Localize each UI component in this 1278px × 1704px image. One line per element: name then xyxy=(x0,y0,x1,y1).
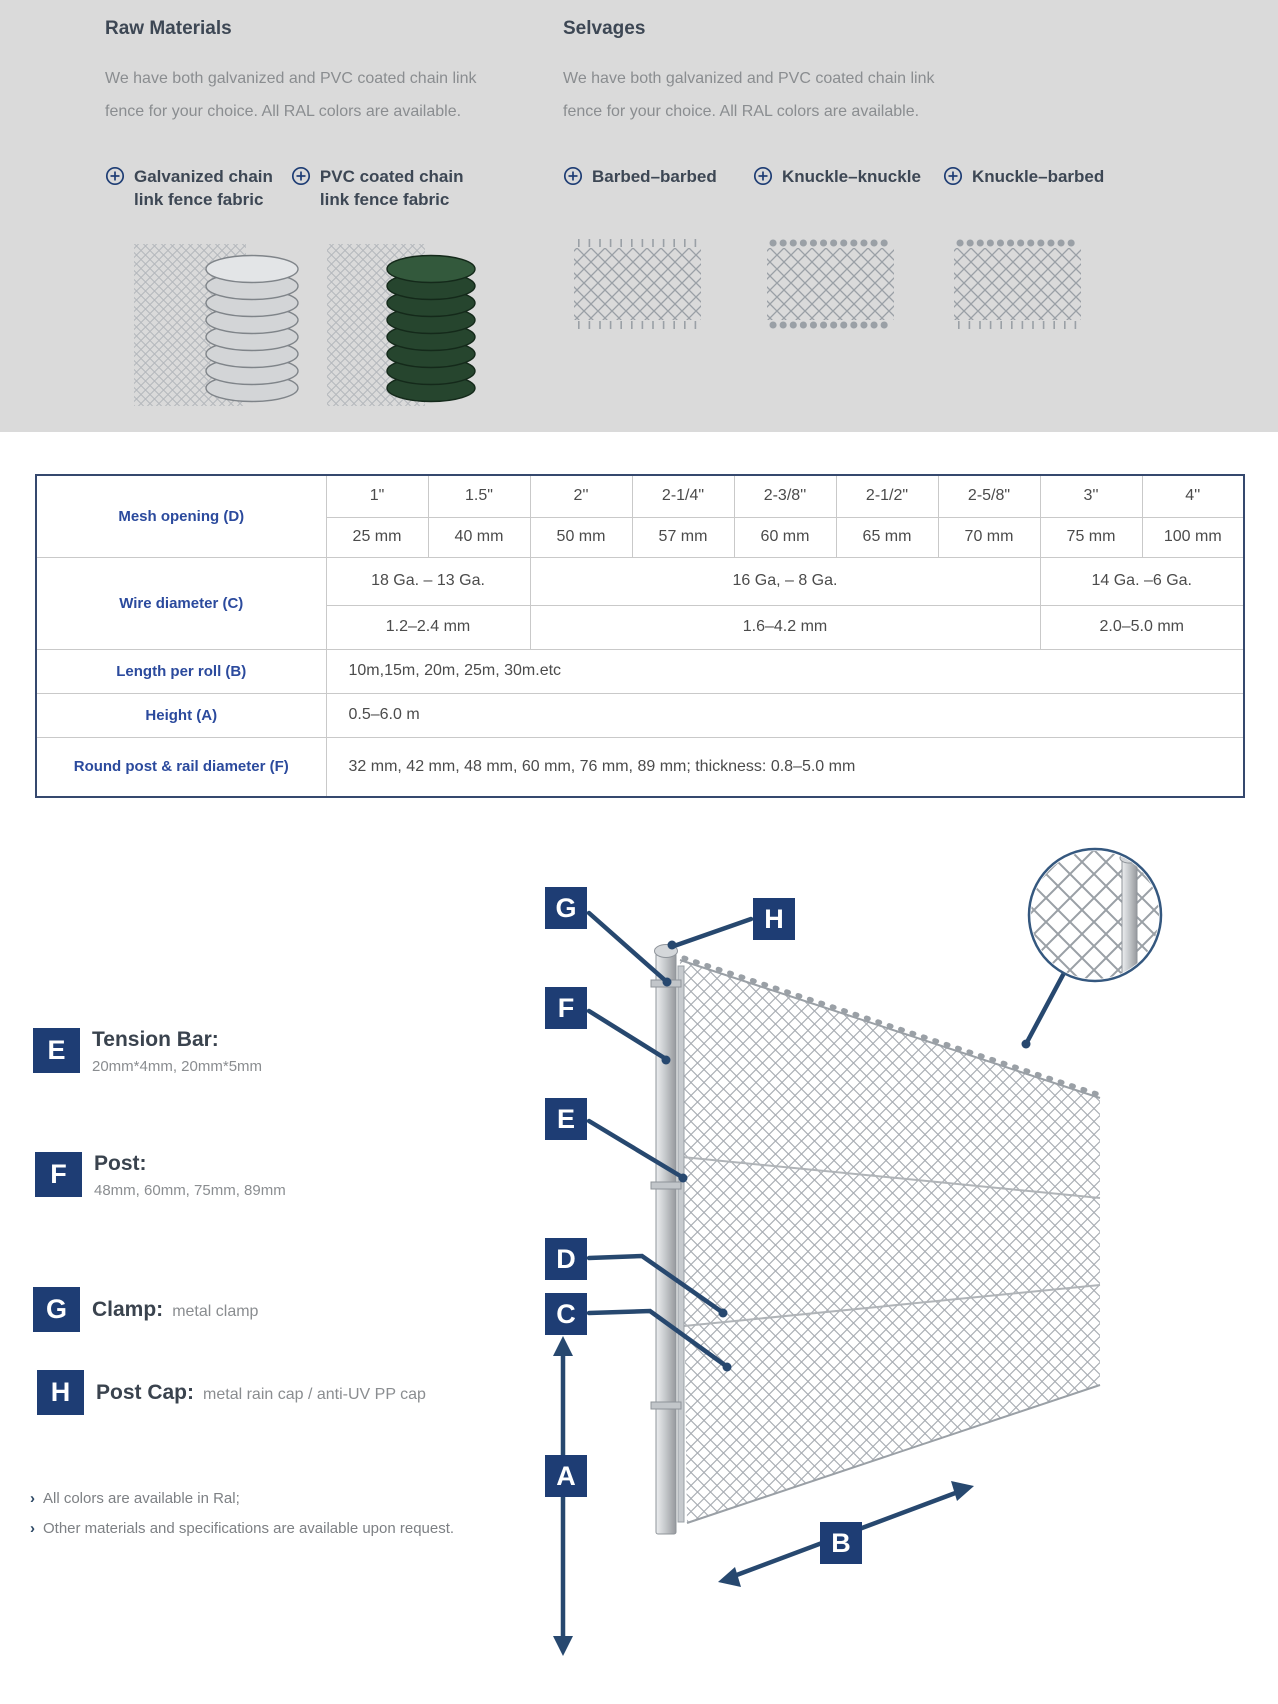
raw-materials-title: Raw Materials xyxy=(105,18,232,39)
row-label-height: Height (A) xyxy=(36,693,326,737)
svg-text:C: C xyxy=(556,1299,576,1329)
row-label-mesh-opening: Mesh opening (D) xyxy=(36,475,326,557)
table-row-round-post xyxy=(36,737,1244,797)
legend-post-cap xyxy=(37,1370,426,1415)
diagram-label-a xyxy=(545,1455,587,1497)
legend-detail: metal rain cap / anti-UV PP cap xyxy=(203,1386,426,1403)
detail-circle xyxy=(1022,849,1162,1049)
galvanized-roll xyxy=(206,256,298,402)
item-pvc-fabric xyxy=(291,165,464,211)
table-cell: 50 mm xyxy=(530,517,632,557)
table-cell: 2-1/4" xyxy=(632,475,734,517)
item-knuckle-barbed xyxy=(943,165,1133,188)
diagram-label-d xyxy=(545,1238,587,1280)
chevron-bullet-icon: › xyxy=(30,1520,35,1537)
diagram-label-b xyxy=(820,1522,862,1564)
knuckle-knuckle-image xyxy=(763,234,898,334)
item-label-line1: Galvanized chain xyxy=(134,167,273,186)
table-cell: 70 mm xyxy=(938,517,1040,557)
item-label-line2: link fence fabric xyxy=(134,190,264,209)
galvanized-fabric-image xyxy=(132,228,302,414)
table-cell: 10m,15m, 20m, 25m, 30m.etc xyxy=(326,649,1244,693)
note-text: All colors are available in Ral; xyxy=(43,1490,240,1507)
clamp-band xyxy=(651,1402,681,1409)
plus-circle-icon xyxy=(943,166,963,186)
note-text: Other materials and specifications are available upon request. xyxy=(43,1520,455,1537)
svg-text:H: H xyxy=(764,904,784,934)
table-cell: 2'' xyxy=(530,475,632,517)
legend-title: Post: xyxy=(94,1152,147,1175)
table-cell: 2-1/2" xyxy=(836,475,938,517)
table-cell: 2-5/8" xyxy=(938,475,1040,517)
selvages-items xyxy=(563,165,1133,188)
raw-desc-line2: fence for your choice. All RAL colors are available. xyxy=(105,103,462,120)
legend-letter-box-f: F xyxy=(35,1152,82,1197)
fence-post xyxy=(651,945,681,1535)
row-label-wire-diameter: Wire diameter (C) xyxy=(36,557,326,649)
table-cell: 3'' xyxy=(1040,475,1142,517)
table-row-mesh-inches xyxy=(36,475,1244,517)
legend-title: Tension Bar: xyxy=(92,1028,219,1051)
table-row-wire-gauge xyxy=(36,557,1244,605)
chevron-bullet-icon: › xyxy=(30,1490,35,1507)
legend-clamp xyxy=(33,1287,258,1332)
selvages-title: Selvages xyxy=(563,18,646,39)
item-barbed-barbed xyxy=(563,165,753,188)
note-line-1 xyxy=(30,1484,454,1514)
item-label xyxy=(134,165,273,211)
table-cell: 100 mm xyxy=(1142,517,1244,557)
legend-tension-bar xyxy=(33,1028,262,1075)
table-cell: 75 mm xyxy=(1040,517,1142,557)
plus-circle-icon xyxy=(753,166,773,186)
plus-circle-icon xyxy=(563,166,583,186)
knuckle-barbed-image xyxy=(950,234,1085,334)
raw-materials-description xyxy=(105,62,477,128)
row-label-length-per-roll: Length per roll (B) xyxy=(36,649,326,693)
legend-detail: 48mm, 60mm, 75mm, 89mm xyxy=(94,1182,286,1199)
legend-post xyxy=(35,1152,286,1199)
item-galvanized-fabric xyxy=(105,165,273,211)
item-knuckle-knuckle xyxy=(753,165,943,188)
table-cell: 1.2–2.4 mm xyxy=(326,605,530,649)
table-cell: 16 Ga, – 8 Ga. xyxy=(530,557,1040,605)
legend-letter-box-e: E xyxy=(33,1028,80,1073)
fence-diagram xyxy=(470,790,1210,1670)
legend-text xyxy=(96,1381,426,1404)
legend-detail: 20mm*4mm, 20mm*5mm xyxy=(92,1058,263,1075)
legend-text xyxy=(94,1152,286,1199)
table-cell: 1.6–4.2 mm xyxy=(530,605,1040,649)
diagram-label-c xyxy=(545,1293,587,1335)
table-cell: 18 Ga. – 13 Ga. xyxy=(326,557,530,605)
footer-notes xyxy=(30,1484,454,1544)
sel-desc-line1: We have both galvanized and PVC coated chain link xyxy=(563,70,935,87)
raw-materials-items xyxy=(105,165,464,211)
banner-section xyxy=(0,0,1278,432)
pvc-fabric-image xyxy=(327,228,479,414)
table-cell: 2-3/8'' xyxy=(734,475,836,517)
table-cell: 25 mm xyxy=(326,517,428,557)
item-label: Barbed–barbed xyxy=(592,167,717,186)
diagram-label-h xyxy=(753,898,795,940)
tension-bar xyxy=(678,966,684,1522)
note-line-2 xyxy=(30,1514,454,1544)
table-cell: 65 mm xyxy=(836,517,938,557)
table-cell: 2.0–5.0 mm xyxy=(1040,605,1244,649)
clamp-band xyxy=(651,1182,681,1189)
legend-text xyxy=(92,1028,262,1075)
diagram-label-e xyxy=(545,1098,587,1140)
selvages-description xyxy=(563,62,935,128)
item-label: Knuckle–barbed xyxy=(972,167,1105,186)
legend-letter-box-h: H xyxy=(37,1370,84,1415)
legend-title: Clamp: xyxy=(92,1298,164,1321)
diagram-label-g xyxy=(545,887,587,929)
table-cell: 4'' xyxy=(1142,475,1244,517)
sel-desc-line2: fence for your choice. All RAL colors are available. xyxy=(563,103,920,120)
item-label-line2: link fence fabric xyxy=(319,190,450,209)
raw-desc-line1: We have both galvanized and PVC coated chain link xyxy=(105,70,477,87)
plus-circle-icon xyxy=(105,166,125,186)
table-row-length xyxy=(36,649,1244,693)
table-cell: 57 mm xyxy=(632,517,734,557)
table-cell: 32 mm, 42 mm, 48 mm, 60 mm, 76 mm, 89 mm; thickness: 0.8–5.0 mm xyxy=(326,737,1244,797)
table-cell: 0.5–6.0 m xyxy=(326,693,1244,737)
svg-text:E: E xyxy=(556,1104,576,1134)
legend-detail: metal clamp xyxy=(172,1303,259,1320)
diagram-label-f xyxy=(545,987,587,1029)
svg-text:B: B xyxy=(831,1528,851,1558)
plus-circle-icon xyxy=(291,166,311,186)
legend-title: Post Cap: xyxy=(96,1381,195,1404)
item-label xyxy=(320,165,464,211)
table-row-height xyxy=(36,693,1244,737)
svg-text:A: A xyxy=(556,1461,576,1491)
legend-text xyxy=(92,1298,258,1321)
fence-mesh xyxy=(680,958,1100,1523)
spec-table xyxy=(35,474,1245,798)
legend-letter-box-g: G xyxy=(33,1287,80,1332)
svg-text:D: D xyxy=(556,1244,576,1274)
svg-text:G: G xyxy=(555,893,577,923)
item-label: Knuckle–knuckle xyxy=(782,167,921,186)
table-cell: 14 Ga. –6 Ga. xyxy=(1040,557,1244,605)
svg-text:F: F xyxy=(557,993,575,1023)
row-label-round-post: Round post & rail diameter (F) xyxy=(36,737,326,797)
table-cell: 60 mm xyxy=(734,517,836,557)
barbed-barbed-image xyxy=(570,234,705,334)
pvc-roll xyxy=(387,256,475,402)
table-cell: 1.5" xyxy=(428,475,530,517)
item-label-line1: PVC coated chain xyxy=(319,167,464,186)
table-cell: 40 mm xyxy=(428,517,530,557)
table-cell: 1" xyxy=(326,475,428,517)
